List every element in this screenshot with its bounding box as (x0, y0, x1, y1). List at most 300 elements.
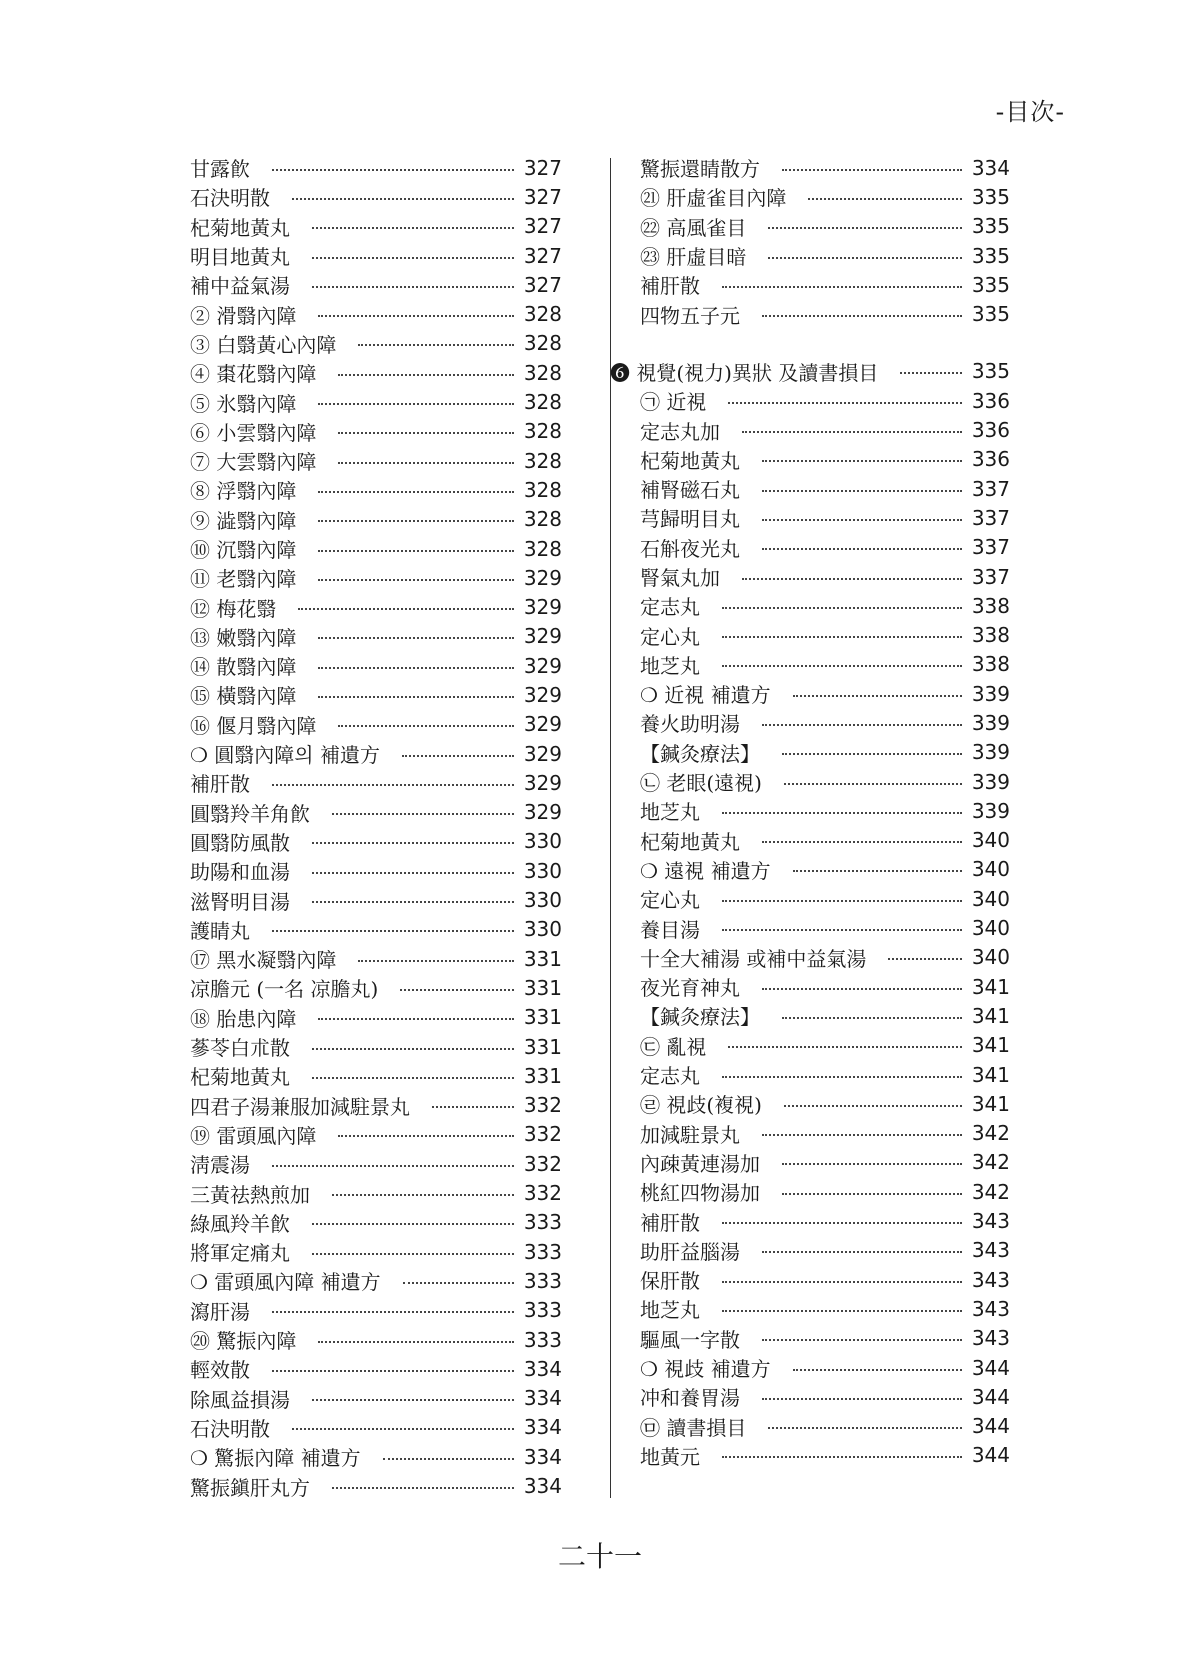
toc-entry-title: 三黃祛熱煎加 (190, 1182, 310, 1207)
dot-leader (762, 1339, 962, 1341)
toc-entry (190, 973, 562, 1002)
toc-entry-page: 339 (971, 740, 1010, 765)
toc-entry-title: 定志丸 (640, 1064, 700, 1089)
toc-entry-page: 340 (971, 857, 1010, 882)
toc-entry-title: 地黃元 (640, 1444, 700, 1469)
dot-leader (768, 1427, 962, 1429)
toc-entry-page: 329 (523, 712, 562, 737)
toc-entry-title: 輕效散 (190, 1358, 250, 1383)
toc-entry-page: 327 (523, 184, 562, 209)
toc-entry-title: 驚振鎭肝丸方 (190, 1475, 310, 1500)
toc-entry-page: 335 (971, 359, 1010, 384)
toc-entry-page: 343 (971, 1267, 1010, 1292)
toc-entry-page: 339 (971, 769, 1010, 794)
dot-leader (312, 1077, 514, 1079)
toc-entry-title: ⑦ 大雲翳內障 (190, 450, 317, 475)
toc-entry-page: 343 (971, 1296, 1010, 1321)
dot-leader (782, 169, 962, 171)
dot-leader (312, 1223, 514, 1225)
dot-leader (318, 491, 514, 493)
toc-entry (640, 1236, 1010, 1265)
dot-leader (762, 460, 962, 462)
toc-entry (640, 1206, 1010, 1235)
toc-entry-title: 桃紅四物湯加 (640, 1181, 760, 1206)
dot-leader (722, 636, 962, 638)
toc-entry (190, 622, 562, 651)
dot-leader (318, 520, 514, 522)
toc-entry (640, 1441, 1010, 1470)
toc-entry-title: 除風益損湯 (190, 1387, 290, 1412)
section-gap (640, 329, 1010, 357)
dot-leader (762, 315, 962, 317)
toc-entry (190, 329, 562, 358)
toc-entry-page: 332 (523, 1151, 562, 1176)
dot-leader (272, 1311, 514, 1313)
toc-entry (640, 182, 1010, 211)
toc-entry-title: 凉膽元 (一名 凉膽丸) (190, 977, 379, 1002)
dot-leader (768, 227, 962, 229)
dot-leader (312, 257, 514, 259)
dot-leader (272, 784, 514, 786)
toc-entry (640, 972, 1010, 1001)
toc-entry-page: 333 (523, 1210, 562, 1235)
dot-leader (793, 870, 962, 872)
dot-leader (888, 958, 962, 960)
dot-leader (722, 1222, 962, 1224)
dot-leader (312, 872, 514, 874)
toc-entry-title: 內疎黃連湯加 (640, 1151, 760, 1176)
toc-entry (190, 1237, 562, 1266)
dot-leader (318, 315, 514, 317)
toc-entry (640, 738, 1010, 767)
toc-entry-page: 331 (523, 1063, 562, 1088)
dot-leader (762, 548, 962, 550)
toc-entry (640, 153, 1010, 182)
toc-entry (190, 1091, 562, 1120)
toc-entry-title: ② 滑翳內障 (190, 303, 297, 328)
toc-entry-page: 337 (971, 505, 1010, 530)
dot-leader (318, 667, 514, 669)
toc-entry-title: 圓翳羚羊角飮 (190, 801, 310, 826)
toc-entry-page: 335 (971, 272, 1010, 297)
toc-entry (190, 944, 562, 973)
dot-leader (332, 1487, 514, 1489)
dot-leader (432, 1106, 514, 1108)
toc-entry-title: 養目湯 (640, 917, 700, 942)
toc-entry-page: 341 (971, 1033, 1010, 1058)
toc-entry-page: 339 (971, 798, 1010, 823)
dot-leader (338, 1135, 514, 1137)
toc-entry (640, 1353, 1010, 1382)
toc-entry-page: 333 (523, 1268, 562, 1293)
dot-leader (318, 550, 514, 552)
dot-leader (312, 286, 514, 288)
toc-entry (190, 534, 562, 563)
toc-entry-title: 綠風羚羊飮 (190, 1211, 290, 1236)
toc-entry (190, 270, 562, 299)
toc-entry-title: 明目地黃丸 (190, 245, 290, 270)
toc-entry-title: 腎氣丸加 (640, 566, 720, 590)
toc-entry-page: 344 (971, 1443, 1010, 1468)
toc-entry-page: 338 (971, 623, 1010, 648)
dot-leader (318, 579, 514, 581)
toc-entry-page: 329 (523, 653, 562, 678)
dot-leader (318, 403, 514, 405)
toc-entry-title: 瀉肝湯 (190, 1299, 250, 1324)
toc-entry (640, 299, 1010, 328)
toc-entry-page: 335 (971, 184, 1010, 209)
toc-entry-page: 332 (523, 1181, 562, 1206)
toc-entry-page: 337 (971, 476, 1010, 501)
toc-entry-page: 343 (971, 1238, 1010, 1263)
toc-entry (640, 386, 1010, 415)
toc-entry-title: ❍ 驚振內障 補遺方 (190, 1446, 361, 1471)
toc-entry-title: 冲和養胃湯 (640, 1386, 740, 1411)
toc-entry-title: 將軍定痛丸 (190, 1241, 290, 1266)
toc-entry-title: 蔘苓白朮散 (190, 1036, 290, 1061)
dot-leader (292, 198, 514, 200)
toc-entry-page: 333 (523, 1239, 562, 1264)
toc-entry (640, 562, 1010, 591)
toc-entry (640, 591, 1010, 620)
toc-entry (640, 679, 1010, 708)
toc-entry-page: 327 (523, 243, 562, 268)
toc-entry (190, 1003, 562, 1032)
toc-entry (640, 1411, 1010, 1440)
toc-entry-page: 327 (523, 214, 562, 239)
toc-entry-title: 杞菊地黃丸 (190, 215, 290, 240)
toc-entry (190, 505, 562, 534)
dot-leader (338, 725, 514, 727)
toc-entry-title: 助肝益腦湯 (640, 1239, 740, 1264)
toc-entry-title: 驅風一字散 (640, 1327, 740, 1352)
toc-entry-title: ㉣ 視歧(複視) (640, 1093, 762, 1118)
toc-entry-title: ⑬ 嫩翳內障 (190, 625, 297, 650)
toc-entry-title: 杞菊地黃丸 (640, 829, 740, 854)
toc-entry (640, 796, 1010, 825)
dot-leader (272, 1370, 514, 1372)
toc-entry-page: 331 (523, 1034, 562, 1059)
toc-entry-title: 護睛丸 (190, 918, 250, 943)
toc-entry (190, 856, 562, 885)
dot-leader (312, 1399, 514, 1401)
toc-section-heading (610, 357, 1010, 386)
toc-entry (190, 1208, 562, 1237)
toc-entry-title: ⑮ 橫翳內障 (190, 684, 297, 709)
toc-entry (640, 1265, 1010, 1294)
toc-entry (190, 885, 562, 914)
toc-entry-page: 336 (971, 447, 1010, 472)
dot-leader (784, 783, 962, 785)
toc-entry-title: ⑨ 澁翳內障 (190, 508, 297, 533)
toc-entry-page: 344 (971, 1414, 1010, 1439)
toc-entry (190, 1296, 562, 1325)
dot-leader (728, 1046, 962, 1048)
toc-entry-page: 339 (971, 681, 1010, 706)
toc-entry-title: ⑪ 老翳內障 (190, 567, 297, 592)
dot-leader (722, 900, 962, 902)
toc-entry (190, 1383, 562, 1412)
toc-entry (640, 1031, 1010, 1060)
toc-entry-title: ㉓ 肝虛目暗 (640, 245, 747, 270)
toc-entry-title: ⑤ 氷翳內障 (190, 391, 297, 416)
toc-entry (640, 270, 1010, 299)
toc-entry (640, 826, 1010, 855)
toc-entry-title: 地芝丸 (640, 653, 700, 678)
toc-entry-page: 329 (523, 595, 562, 620)
toc-entry (190, 153, 562, 182)
toc-entry-title: ㉠ 近視 (640, 390, 707, 415)
toc-entry (190, 710, 562, 739)
toc-entry-page: 344 (971, 1355, 1010, 1380)
toc-entry-title: 保肝散 (640, 1269, 700, 1294)
toc-entry-title: ㉡ 老眼(遠視) (640, 771, 762, 796)
toc-entry-page: 327 (523, 272, 562, 297)
toc-entry (190, 1032, 562, 1061)
toc-entry-page: 331 (523, 946, 562, 971)
toc-entry-title: 滋腎明目湯 (190, 889, 290, 914)
toc-entry-page: 342 (971, 1121, 1010, 1146)
dot-leader (318, 637, 514, 639)
dot-leader (793, 1369, 962, 1371)
dot-leader (358, 960, 514, 962)
dot-leader (312, 1253, 514, 1255)
toc-entry-title: ㉢ 亂視 (640, 1034, 707, 1059)
toc-entry-page: 328 (523, 390, 562, 415)
toc-entry (190, 241, 562, 270)
toc-entry (640, 855, 1010, 884)
toc-entry-title: ③ 白翳黃心內障 (190, 332, 337, 357)
toc-entry (640, 445, 1010, 474)
toc-entry (190, 1178, 562, 1207)
toc-entry (190, 387, 562, 416)
toc-entry (190, 212, 562, 241)
toc-entry-page: 333 (523, 1327, 562, 1352)
toc-entry (190, 1061, 562, 1090)
toc-entry (640, 503, 1010, 532)
toc-entry-page: 328 (523, 419, 562, 444)
toc-entry (640, 620, 1010, 649)
dot-leader (722, 929, 962, 931)
dot-leader (762, 1251, 962, 1253)
toc-entry (640, 1089, 1010, 1118)
toc-entry-page: 328 (523, 507, 562, 532)
toc-entry (190, 1266, 562, 1295)
toc-entry (190, 1149, 562, 1178)
toc-entry-title: ⑥ 小雲翳內障 (190, 420, 317, 445)
dot-leader (762, 490, 962, 492)
toc-entry-title: 定志丸加 (640, 419, 720, 444)
toc-entry-page: 328 (523, 331, 562, 356)
toc-entry (190, 768, 562, 797)
toc-entry-page: 335 (971, 214, 1010, 239)
toc-entry (640, 1177, 1010, 1206)
toc-entry (640, 474, 1010, 503)
toc-entry-title: 助陽和血湯 (190, 860, 290, 885)
toc-entry-page: 337 (971, 535, 1010, 560)
toc-entry (640, 415, 1010, 444)
dot-leader (272, 169, 514, 171)
toc-entry-title: 補腎磁石丸 (640, 478, 740, 503)
toc-entry-page: 340 (971, 886, 1010, 911)
toc-entry (640, 1060, 1010, 1089)
toc-entry-page: 344 (971, 1384, 1010, 1409)
toc-entry-page: 328 (523, 536, 562, 561)
dot-leader (272, 930, 514, 932)
toc-entry-page: 329 (523, 800, 562, 825)
page-header: -目次- (995, 98, 1065, 126)
toc-entry-page: 334 (523, 1386, 562, 1411)
dot-leader (782, 753, 962, 755)
dot-leader (762, 724, 962, 726)
toc-entry-page: 336 (971, 418, 1010, 443)
dot-leader (318, 1018, 514, 1020)
toc-entry (640, 533, 1010, 562)
toc-entry-page: 342 (971, 1179, 1010, 1204)
toc-entry (190, 1325, 562, 1354)
toc-entry (190, 1471, 562, 1500)
dot-leader (782, 1163, 962, 1165)
toc-entry-title: 【鍼灸療法】 (640, 741, 760, 766)
toc-entry-title: 補肝散 (190, 772, 250, 797)
toc-entry (640, 212, 1010, 241)
toc-entry (640, 1119, 1010, 1148)
toc-entry (190, 680, 562, 709)
dot-leader (793, 695, 962, 697)
dot-leader (900, 372, 962, 374)
toc-entry-title: ⑯ 偃月翳內障 (190, 713, 317, 738)
toc-entry-title: ㉤ 讀書損目 (640, 1415, 747, 1440)
toc-entry (190, 592, 562, 621)
dot-leader (312, 1048, 514, 1050)
dot-leader (332, 1194, 514, 1196)
toc-entry-title: 圓翳防風散 (190, 830, 290, 855)
toc-entry (190, 651, 562, 680)
toc-entry-page: 334 (523, 1356, 562, 1381)
toc-entry-title: ㉑ 肝虛雀目內障 (640, 186, 787, 211)
toc-entry-title: ㉒ 高風雀目 (640, 215, 747, 240)
dot-leader (808, 198, 962, 200)
toc-entry-page: 329 (523, 770, 562, 795)
toc-entry-title: ❻ 視覺(視力)異狀 及讀書損目 (610, 360, 879, 385)
dot-leader (338, 462, 514, 464)
toc-entry-page: 335 (971, 243, 1010, 268)
toc-entry-page: 328 (523, 302, 562, 327)
toc-right-column (610, 153, 1010, 1470)
toc-entry-page: 337 (971, 564, 1010, 589)
toc-entry (190, 446, 562, 475)
toc-entry-title: ④ 棗花翳內障 (190, 362, 317, 387)
toc-entry-title: ⑲ 雷頭風內障 (190, 1123, 317, 1148)
dot-leader (292, 1428, 514, 1430)
toc-entry-page: 329 (523, 682, 562, 707)
dot-leader (722, 1456, 962, 1458)
toc-entry-page: 339 (971, 710, 1010, 735)
toc-entry (640, 241, 1010, 270)
dot-leader (400, 989, 514, 991)
toc-entry-title: ⑩ 沉翳內障 (190, 538, 297, 562)
toc-entry-title: 四君子湯兼服加減駐景丸 (190, 1094, 410, 1119)
dot-leader (338, 432, 514, 434)
dot-leader (318, 1341, 514, 1343)
toc-entry-page: 332 (523, 1122, 562, 1147)
toc-entry-title: 芎歸明目丸 (640, 507, 740, 532)
toc-entry-page: 341 (971, 974, 1010, 999)
toc-entry-page: 334 (523, 1474, 562, 1498)
toc-entry-title: 定心丸 (640, 888, 700, 913)
toc-entry (640, 708, 1010, 737)
toc-entry-page: 329 (523, 741, 562, 766)
toc-entry-page: 331 (523, 975, 562, 1000)
toc-entry (190, 1442, 562, 1471)
dot-leader (272, 1165, 514, 1167)
toc-entry-page: 338 (971, 652, 1010, 677)
toc-entry-page: 333 (523, 1298, 562, 1323)
dot-leader (722, 1310, 962, 1312)
dot-leader (383, 1458, 514, 1460)
toc-entry-title: 夜光育神丸 (640, 976, 740, 1001)
toc-entry-page: 328 (523, 360, 562, 385)
toc-entry-title: 補肝散 (640, 1210, 700, 1235)
toc-entry-page: 329 (523, 565, 562, 590)
dot-leader (318, 696, 514, 698)
toc-entry-title: 杞菊地黃丸 (190, 1065, 290, 1090)
toc-entry (190, 299, 562, 328)
dot-leader (742, 431, 962, 433)
dot-leader (784, 1105, 962, 1107)
dot-leader (312, 842, 514, 844)
toc-entry-title: 十全大補湯 或補中益氣湯 (640, 946, 867, 971)
dot-leader (402, 755, 514, 757)
dot-leader (722, 607, 962, 609)
dot-leader (298, 608, 514, 610)
toc-entry-page: 334 (523, 1415, 562, 1440)
dot-leader (312, 901, 514, 903)
toc-entry (190, 827, 562, 856)
dot-leader (722, 1076, 962, 1078)
toc-entry-page: 343 (971, 1326, 1010, 1351)
dot-leader (762, 1134, 962, 1136)
toc-entry (190, 563, 562, 592)
toc-entry-page: 332 (523, 1093, 562, 1118)
toc-entry-title: 驚振還睛散方 (640, 157, 760, 182)
dot-leader (742, 578, 962, 580)
toc-entry-page: 328 (523, 448, 562, 473)
toc-entry-title: 石決明散 (190, 1416, 270, 1441)
toc-entry (190, 1354, 562, 1383)
toc-entry-title: ⑳ 驚振內障 (190, 1329, 297, 1354)
toc-entry-page: 343 (971, 1209, 1010, 1234)
dot-leader (782, 1193, 962, 1195)
toc-entry (190, 1413, 562, 1442)
toc-entry-page: 328 (523, 477, 562, 502)
toc-entry-page: 340 (971, 945, 1010, 970)
toc-entry (640, 884, 1010, 913)
toc-entry (640, 1294, 1010, 1323)
toc-entry-page: 331 (523, 1005, 562, 1030)
toc-entry-page: 341 (971, 1003, 1010, 1028)
toc-entry (190, 358, 562, 387)
toc-entry-title: 定志丸 (640, 595, 700, 620)
toc-entry-title: 補中益氣湯 (190, 274, 290, 299)
toc-entry (190, 915, 562, 944)
dot-leader (722, 286, 962, 288)
toc-entry (190, 182, 562, 211)
dot-leader (722, 812, 962, 814)
dot-leader (762, 519, 962, 521)
toc-entry-page: 340 (971, 916, 1010, 941)
dot-leader (312, 227, 514, 229)
